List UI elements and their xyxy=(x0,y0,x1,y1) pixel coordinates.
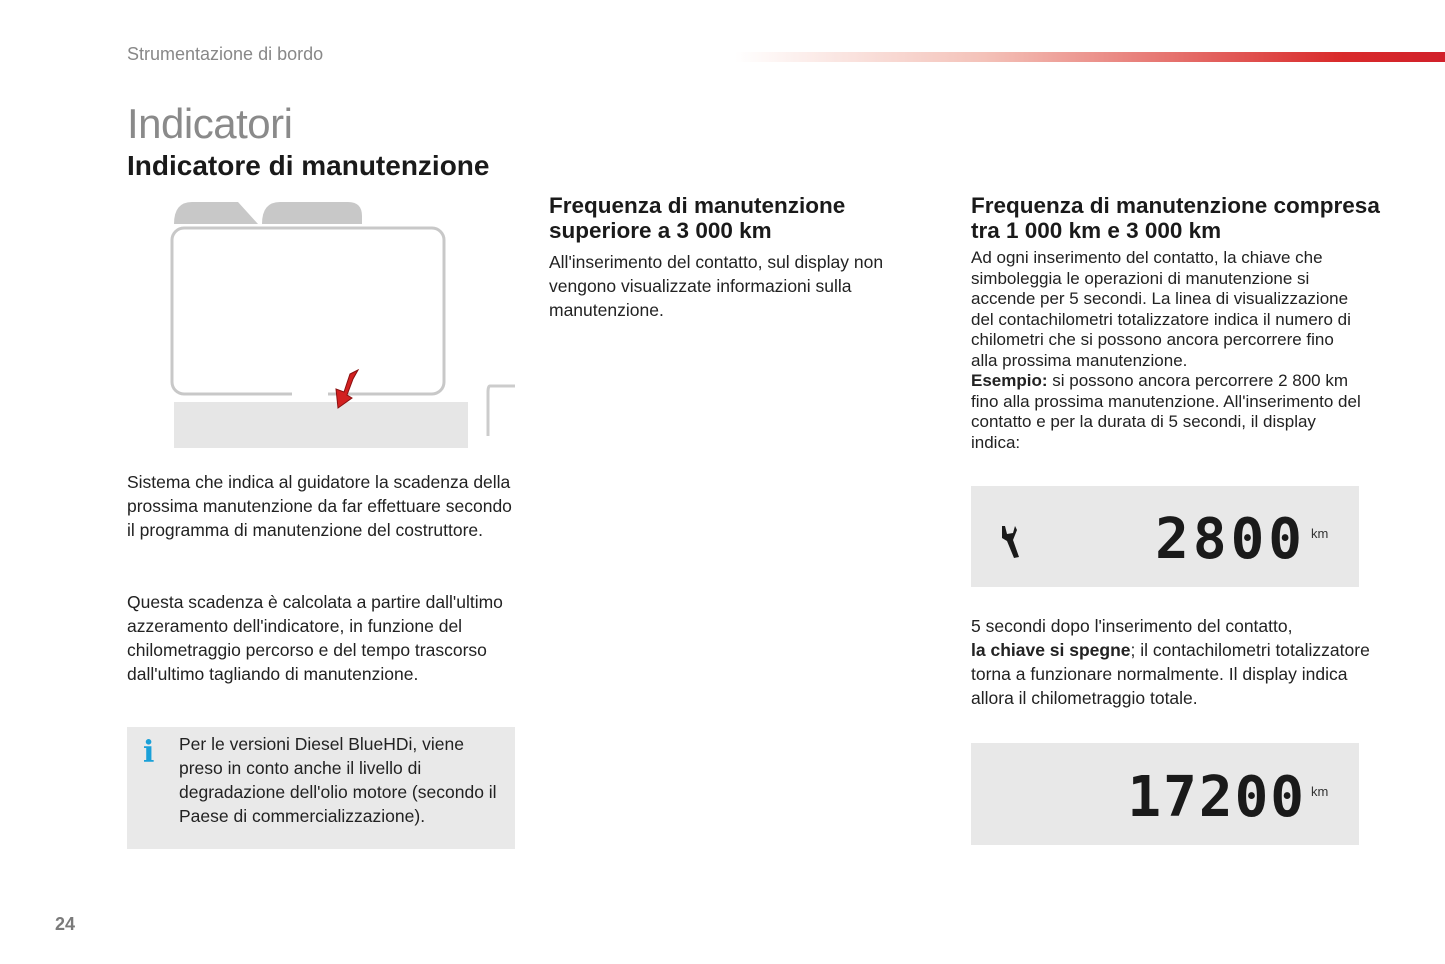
wrench-icon xyxy=(1002,526,1019,558)
info-icon: i xyxy=(143,735,155,770)
info-note xyxy=(127,727,515,849)
page-number: 24 xyxy=(55,914,76,934)
page-title: Indicatori xyxy=(127,100,293,147)
header-accent-bar xyxy=(735,52,1445,62)
section-header: Strumentazione di bordo xyxy=(127,44,324,64)
info-note-text: Per le versioni Diesel BlueHDi, viene preso in conto anche il livello di degradazione dell'olio motore (secondo il Paese di commercializzazione). xyxy=(179,734,497,826)
display-unit-km-2: km xyxy=(1311,784,1329,799)
after-5s-text-start: 5 secondi dopo l'inserimento del contatto, xyxy=(971,616,1293,636)
display-unit-km: km xyxy=(1311,526,1329,541)
range-paragraph-text: Ad ogni inserimento del contatto, la chiave che simboleggia le operazioni di manutenzione si accende per 5 secondi. La linea di visualizzazione del contachilometri totalizzatore indica il numero di chilometri che si possono ancora percorrere fino alla prossima manutenzione. xyxy=(971,248,1351,370)
instrument-panel-figure xyxy=(170,198,520,453)
calculation-paragraph: Questa scadenza è calcolata a partire dall'ultimo azzeramento dell'indicatore, in funzione del chilometraggio percorso e del tempo trascorso dall'ultimo tagliando di manutenzione. xyxy=(127,592,503,684)
range-paragraph xyxy=(971,248,1361,453)
heading-over-3000km: Frequenza di manutenzione superiore a 3 000 km xyxy=(549,193,846,243)
display-value-17200: 17200 xyxy=(1127,765,1306,830)
after-5s-text-end: ; il contachilometri totalizzatore torna a funzionare normalmente. Il display indica allora il chilometraggio totale. xyxy=(971,640,1370,708)
display-remaining-km xyxy=(971,486,1359,587)
instrument-panel-illustration xyxy=(170,198,520,453)
example-text: si possono ancora percorrere 2 800 km fino alla prossima manutenzione. All'inserimento del contatto e per la durata di 5 secondi, il display indica: xyxy=(971,371,1361,452)
after-5s-text-bold: la chiave si spegne xyxy=(971,640,1131,660)
display-total-km xyxy=(971,743,1359,845)
heading-1000-3000km: Frequenza di manutenzione compresa tra 1 000 km e 3 000 km xyxy=(971,193,1380,243)
example-label: Esempio: xyxy=(971,371,1048,390)
intro-paragraph: Sistema che indica al guidatore la scadenza della prossima manutenzione da far effettuare secondo il programma di manutenzione del costruttore. xyxy=(127,472,512,540)
after-5s-paragraph xyxy=(971,614,1371,710)
page-subtitle: Indicatore di manutenzione xyxy=(127,150,490,181)
display-value-2800: 2800 xyxy=(1155,507,1306,572)
over-3000km-paragraph: All'inserimento del contatto, sul display non vengono visualizzate informazioni sulla manutenzione. xyxy=(549,252,884,320)
